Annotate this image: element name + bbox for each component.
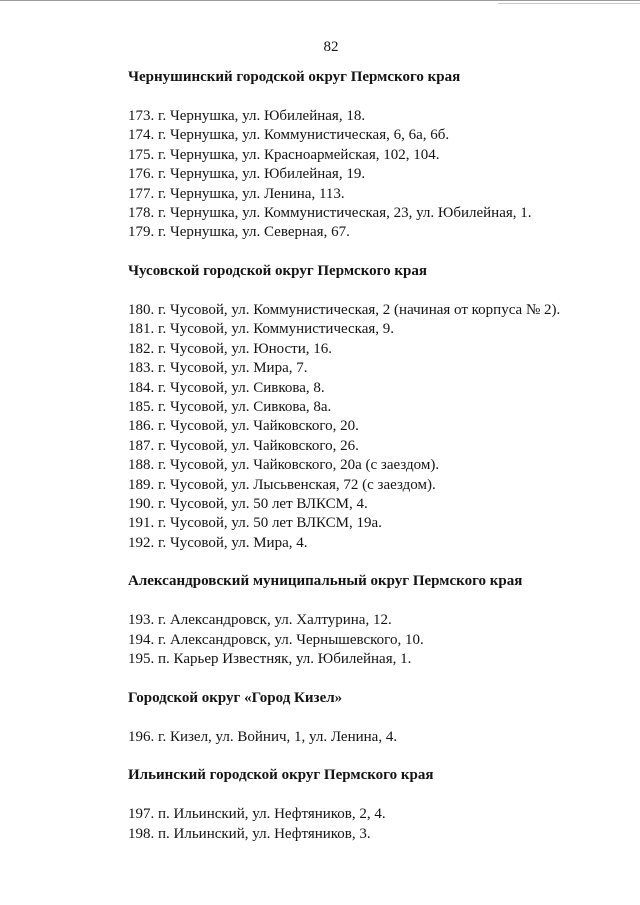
list-item: 178. г. Чернушка, ул. Коммунистическая, 23, ул. Юбилейная, 1. [128,205,532,222]
list-item: 189. г. Чусовой, ул. Лысьвенская, 72 (с заездом). [128,476,436,493]
list-item: 194. г. Александровск, ул. Чернышевского, 10. [128,631,424,648]
list-item: 173. г. Чернушка, ул. Юбилейная, 18. [128,108,366,125]
section-chusovskoy [128,262,628,553]
list-item: 186. г. Чусовой, ул. Чайковского, 20. [128,418,359,435]
list-item: 176. г. Чернушка, ул. Юбилейная, 19. [128,166,366,183]
list-item: 192. г. Чусовой, ул. Мира, 4. [128,534,308,551]
address-list [128,301,628,553]
list-item: 187. г. Чусовой, ул. Чайковского, 26. [128,437,359,454]
list-item: 179. г. Чернушка, ул. Северная, 67. [128,224,350,241]
list-item: 198. п. Ильинский, ул. Нефтяников, 3. [128,825,371,842]
section-heading: Александровский муниципальный округ Пермского края [128,573,523,590]
list-item: 174. г. Чернушка, ул. Коммунистическая, 6, 6а, 6б. [128,127,450,144]
section-heading: Городской округ «Город Кизел» [128,689,343,706]
section-kizel [128,689,628,747]
address-list [128,805,628,844]
section-chernushinsky [128,68,628,243]
list-item: 185. г. Чусовой, ул. Сивкова, 8а. [128,398,332,415]
section-heading: Ильинский городской округ Пермского края [128,767,434,784]
scan-edge-line-right [498,3,640,4]
list-item: 196. г. Кизел, ул. Войнич, 1, ул. Ленина, 4. [128,728,398,745]
document-body [128,68,628,844]
list-item: 190. г. Чусовой, ул. 50 лет ВЛКСМ, 4. [128,495,368,512]
list-item: 193. г. Александровск, ул. Халтурина, 12. [128,612,392,629]
section-heading: Чусовской городской округ Пермского края [128,263,427,280]
list-item: 180. г. Чусовой, ул. Коммунистическая, 2 (начиная от корпуса № 2). [128,301,561,318]
list-item: 197. п. Ильинский, ул. Нефтяников, 2, 4. [128,806,386,823]
section-heading: Чернушинский городской округ Пермского края [128,69,461,86]
page-number: 82 [323,39,339,55]
list-item: 195. п. Карьер Известняк, ул. Юбилейная, 1. [128,651,412,668]
list-item: 175. г. Чернушка, ул. Красноармейская, 102, 104. [128,146,440,163]
section-ilyinsky [128,766,628,844]
list-item: 184. г. Чусовой, ул. Сивкова, 8. [128,379,325,396]
scan-edge-line [0,0,640,1]
address-list [128,107,628,243]
list-item: 183. г. Чусовой, ул. Мира, 7. [128,360,308,377]
list-item: 177. г. Чернушка, ул. Ленина, 113. [128,185,345,202]
list-item: 188. г. Чусовой, ул. Чайковского, 20а (с заездом). [128,457,440,474]
section-aleksandrovsky [128,572,628,669]
address-list [128,611,628,669]
list-item: 182. г. Чусовой, ул. Юности, 16. [128,340,333,357]
list-item: 181. г. Чусовой, ул. Коммунистическая, 9. [128,321,395,338]
address-list [128,728,628,747]
list-item: 191. г. Чусовой, ул. 50 лет ВЛКСМ, 19а. [128,515,382,532]
